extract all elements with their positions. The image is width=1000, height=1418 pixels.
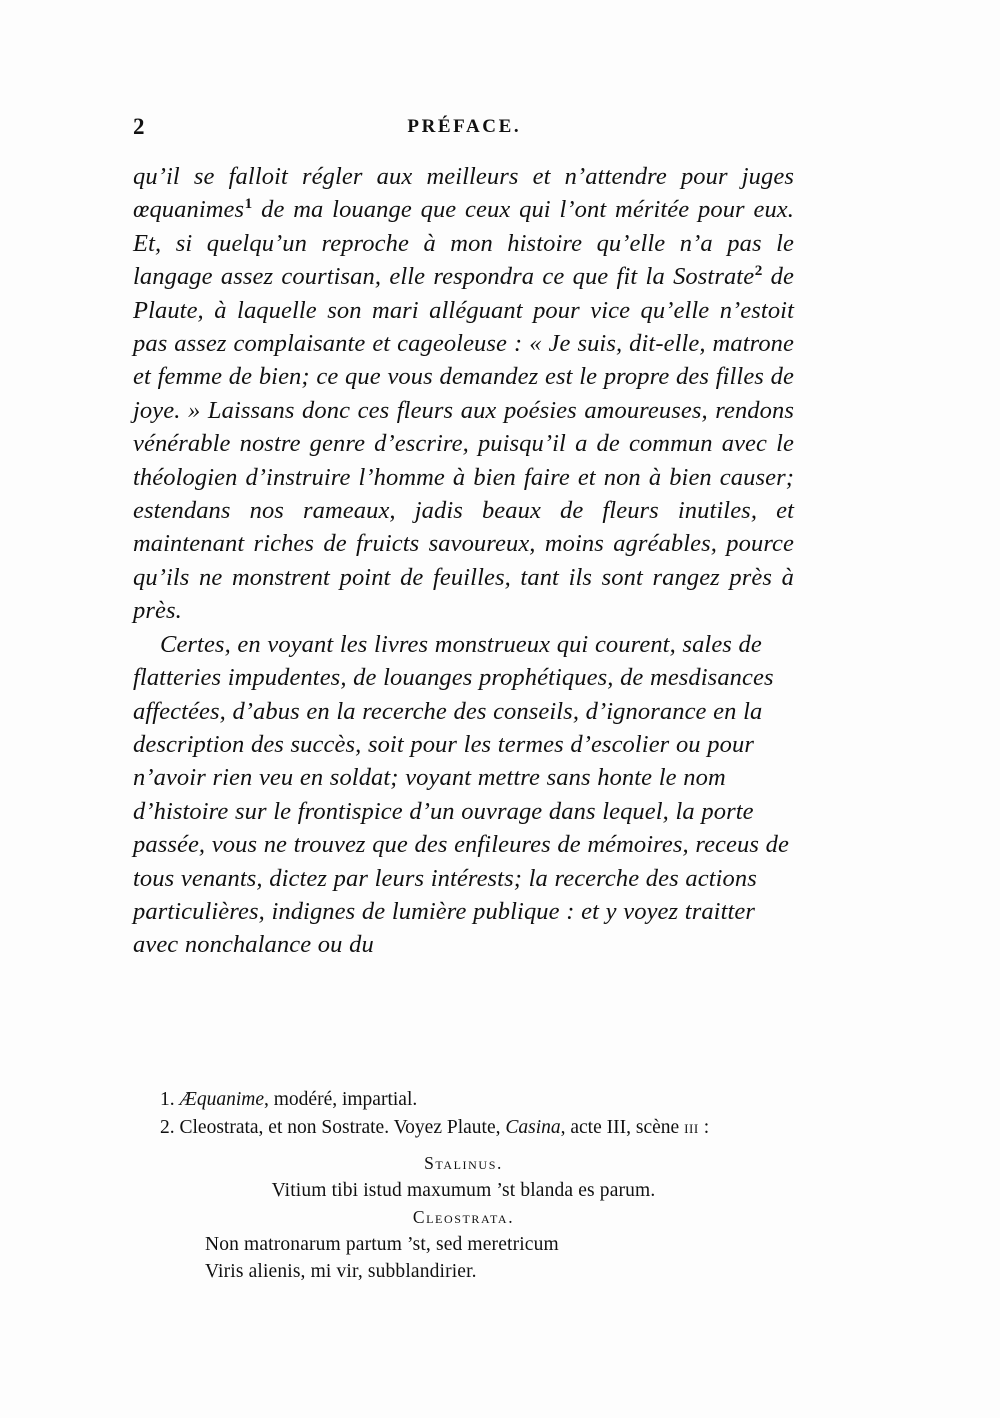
paragraph-1-segment-b: de ma louange que ceux qui l’ont méritée pour eux. Et, si quelqu’un reproche à mon histoire qu’elle n’a pas le langage assez courtisan, elle respondra ce que fit la Sostrate (133, 196, 794, 291)
verse-couplet (133, 1231, 794, 1285)
verse-speaker-stalinus: Stalinus. (424, 1153, 503, 1173)
running-head (133, 112, 793, 142)
footnote-marker-1[interactable]: 1 (244, 195, 253, 213)
body-paragraph-1 (133, 160, 794, 628)
footnote-block (133, 1087, 794, 1285)
footnote-1-gloss: , modéré, impartial. (264, 1089, 418, 1110)
footnote-2-number: 2. (160, 1116, 175, 1138)
footnote-2 (133, 1114, 794, 1142)
verse-line-2: Non matronarum partum ’st, sed meretricum (205, 1234, 559, 1255)
footnote-1 (133, 1087, 794, 1114)
footnote-marker-2[interactable]: 2 (754, 262, 763, 280)
verse-line-1: Vitium tibi istud maxumum ’st blanda es parum. (271, 1180, 656, 1201)
footnote-2-scene-label: scène (635, 1116, 685, 1138)
verse-speaker-cleostrata: Cleostrata. (412, 1207, 515, 1227)
verse-quotation (133, 1150, 794, 1285)
verse-line-3: Viris alienis, mi vir, subblandirier. (205, 1261, 477, 1282)
paragraph-1-segment-c: de Plaute, à laquelle son mari alléguant pour vice qu’elle n’estoit pas assez complaisante et cageoleuse : « Je suis, dit-elle, matrone et femme de bien; ce que vous demandez est le propre des filles de joye. » Laissans donc ces fleurs aux poésies amoureuses, rendons vénérable nostre genre d’escrire, puisqu’il a de commun avec le théologien d’instruire l’homme à bien faire et non à bien causer; estendans nos rameaux, jadis beaux de fleurs inutiles, et maintenant riches de fruicts savoureux, moins agréables, pource qu’ils ne monstrent point de feuilles, tant ils sont rangez près à près. (133, 263, 795, 625)
body-paragraph-2: Certes, en voyant les livres monstrueux qui courent, sales de flatteries impudentes, de louanges prophétiques, de mesdisances affectées, d’abus en la recerche des conseils, d’ignorance en la description des succès, soit pour les termes d’escolier ou pour n’avoir rien veu en soldat; voyant mettre sans honte le nom d’histoire sur le frontispice d’un ouvrage dans lequel, la porte passée, vous ne trouvez que des enfileures de mémoires, receus de tous venants, dictez par leurs intérests; la recerche des actions particulières, indignes de lumière publique : et y voyez traitter avec nonchalance ou du (133, 630, 789, 959)
footnote-1-number: 1. (160, 1089, 175, 1110)
footnote-2-scene-number: iii (684, 1116, 699, 1137)
footnote-2-work-title: Casina (505, 1116, 561, 1138)
page-number: 2 (133, 114, 145, 139)
footnote-1-term: Æquanime (179, 1089, 264, 1110)
footnote-2-text-after-title: , acte III, (560, 1116, 631, 1138)
footnote-2-scene-colon: : (698, 1116, 710, 1138)
paragraph-1-segment-a: qu’il se falloit régler aux meilleurs et n’attendre pour juges œquanimes (133, 163, 794, 224)
running-title: PRÉFACE. (407, 116, 522, 137)
footnote-2-text-before-title: Cleostrata, et non Sostrate. Voyez Plaute, (179, 1116, 506, 1138)
body-text-block (133, 160, 794, 962)
